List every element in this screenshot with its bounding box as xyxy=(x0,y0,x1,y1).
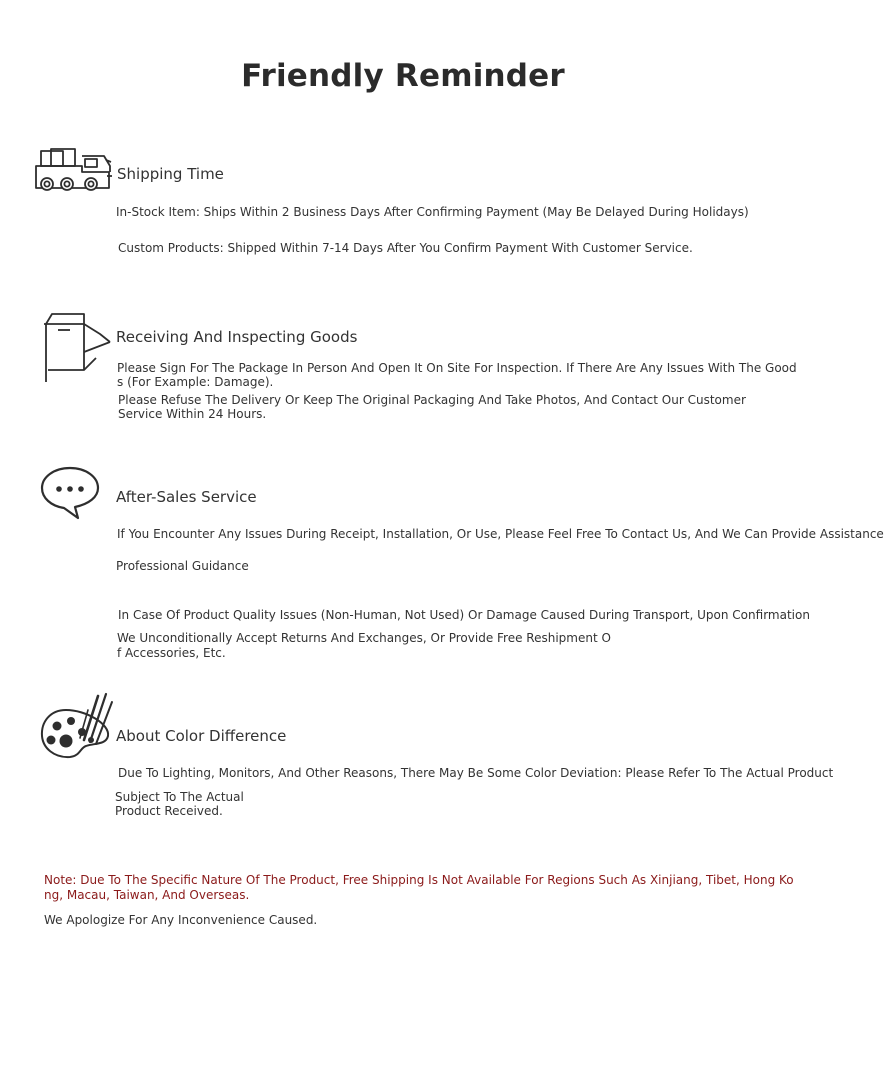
color-line-2: Subject To The Actual xyxy=(115,790,244,804)
shipping-heading: Shipping Time xyxy=(117,165,224,183)
color-heading: About Color Difference xyxy=(116,727,287,745)
shipping-line-1: In-Stock Item: Ships Within 2 Business Days After Confirming Payment (May Be Delayed During Holidays) xyxy=(116,205,749,219)
receiving-line-3: Please Refuse The Delivery Or Keep The Original Packaging And Take Photos, And Contact Our Customer xyxy=(118,393,746,407)
note-line-1: Note: Due To The Specific Nature Of The Product, Free Shipping Is Not Available For Regions Such As Xinjiang, Tibet, Hong Ko xyxy=(44,873,794,887)
color-line-1: Due To Lighting, Monitors, And Other Reasons, There May Be Some Color Deviation: Please Refer To The Actual Product xyxy=(118,766,834,780)
receiving-line-2: s (For Example: Damage). xyxy=(117,375,274,389)
after-sales-line-3: In Case Of Product Quality Issues (Non-Human, Not Used) Or Damage Caused During Transport, Upon Confirmation xyxy=(118,608,810,622)
truck-icon xyxy=(34,148,114,194)
palette-icon xyxy=(40,690,116,760)
page-title: Friendly Reminder xyxy=(241,58,565,94)
after-sales-line-4: We Unconditionally Accept Returns And Exchanges, Or Provide Free Reshipment O xyxy=(117,631,611,645)
box-icon xyxy=(40,312,114,384)
after-sales-line-1: If You Encounter Any Issues During Receipt, Installation, Or Use, Please Feel Free To Contact Us, And We Can Provide Assistance xyxy=(117,527,884,541)
shipping-line-2: Custom Products: Shipped Within 7-14 Days After You Confirm Payment With Customer Service. xyxy=(118,241,693,255)
note-line-2: ng, Macau, Taiwan, And Overseas. xyxy=(44,888,250,902)
receiving-line-1: Please Sign For The Package In Person And Open It On Site For Inspection. If There Are Any Issues With The Good xyxy=(117,361,797,375)
after-sales-heading: After-Sales Service xyxy=(116,488,257,506)
apology-text: We Apologize For Any Inconvenience Caused. xyxy=(44,913,318,927)
receiving-heading: Receiving And Inspecting Goods xyxy=(116,328,358,346)
chat-bubble-icon xyxy=(40,466,102,520)
receiving-line-4: Service Within 24 Hours. xyxy=(118,407,267,421)
color-line-3: Product Received. xyxy=(115,804,223,818)
after-sales-line-2: Professional Guidance xyxy=(116,559,249,573)
after-sales-line-5: f Accessories, Etc. xyxy=(117,646,226,660)
